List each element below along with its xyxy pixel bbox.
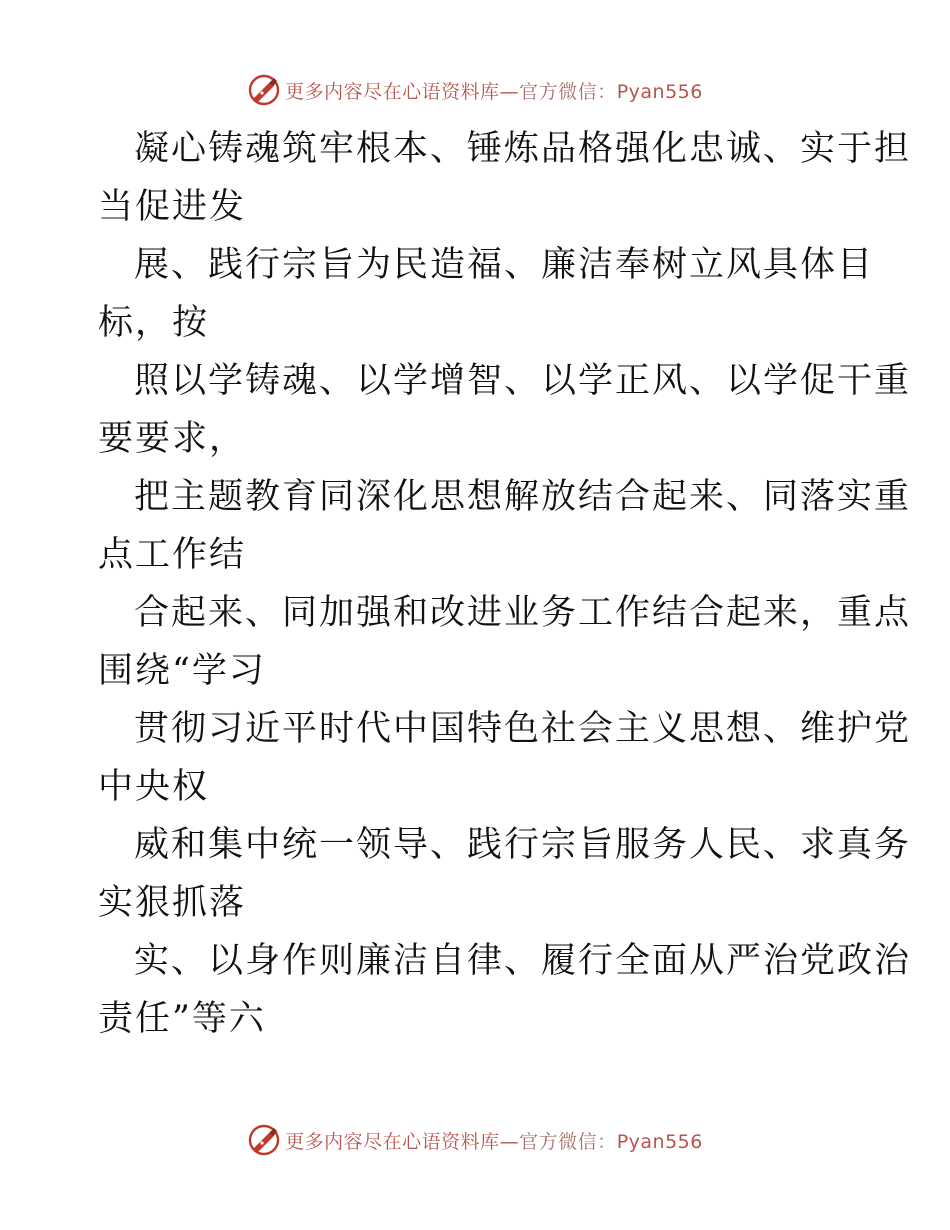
text-line: 中央权 <box>98 767 210 807</box>
text-line: 照以学铸魂、以学增智、以学正风、以学促干重 <box>134 361 912 401</box>
footer-separator: — <box>499 1130 520 1153</box>
text-line: 凝心铸魂筑牢根本、锤炼品格强化忠诚、实于担 <box>134 129 912 169</box>
paragraph <box>98 120 912 236</box>
text-line: 合起来、同加强和改进业务工作结合起来，重点 <box>134 593 912 633</box>
paragraph <box>98 236 875 352</box>
text-line: 当促进发 <box>98 187 247 227</box>
footer-banner-text <box>285 1127 703 1154</box>
paragraph <box>98 932 912 1048</box>
footer-wechat-id: Pyan556 <box>616 1130 703 1153</box>
header-banner-text <box>285 77 703 104</box>
paragraph <box>98 468 912 584</box>
pen-nib-logo-icon <box>247 1123 281 1157</box>
paragraph <box>98 816 912 932</box>
paragraph <box>98 584 912 700</box>
text-line: 实、以身作则廉洁自律、履行全面从严治党政治 <box>134 941 912 981</box>
text-line: 展、践行宗旨为民造福、廉洁奉树立风具体目 <box>134 245 875 285</box>
pen-nib-logo-icon <box>247 73 281 107</box>
text-line: 责任”等六 <box>98 999 266 1039</box>
text-line: 要要求， <box>98 419 247 459</box>
text-line: 点工作结 <box>98 535 247 575</box>
paragraph <box>98 700 912 816</box>
header-banner <box>0 70 950 110</box>
text-line: 把主题教育同深化思想解放结合起来、同落实重 <box>134 477 912 517</box>
footer-wechat-label: 官方微信： <box>519 1130 617 1153</box>
text-line: 贯彻习近平时代中国特色社会主义思想、维护党 <box>134 709 912 749</box>
footer-banner <box>0 1120 950 1160</box>
document-body <box>98 120 912 1048</box>
text-line: 威和集中统一领导、践行宗旨服务人民、求真务 <box>134 825 912 865</box>
header-wechat-label: 官方微信： <box>519 80 617 103</box>
paragraph <box>98 352 912 468</box>
text-line: 标，按 <box>98 303 210 343</box>
footer-brand: 更多内容尽在心语资料库 <box>285 1130 500 1153</box>
header-separator: — <box>499 80 520 103</box>
text-line: 实狠抓落 <box>98 883 247 923</box>
text-line: 围绕“学习 <box>98 651 266 691</box>
header-brand: 更多内容尽在心语资料库 <box>285 80 500 103</box>
header-wechat-id: Pyan556 <box>616 80 703 103</box>
